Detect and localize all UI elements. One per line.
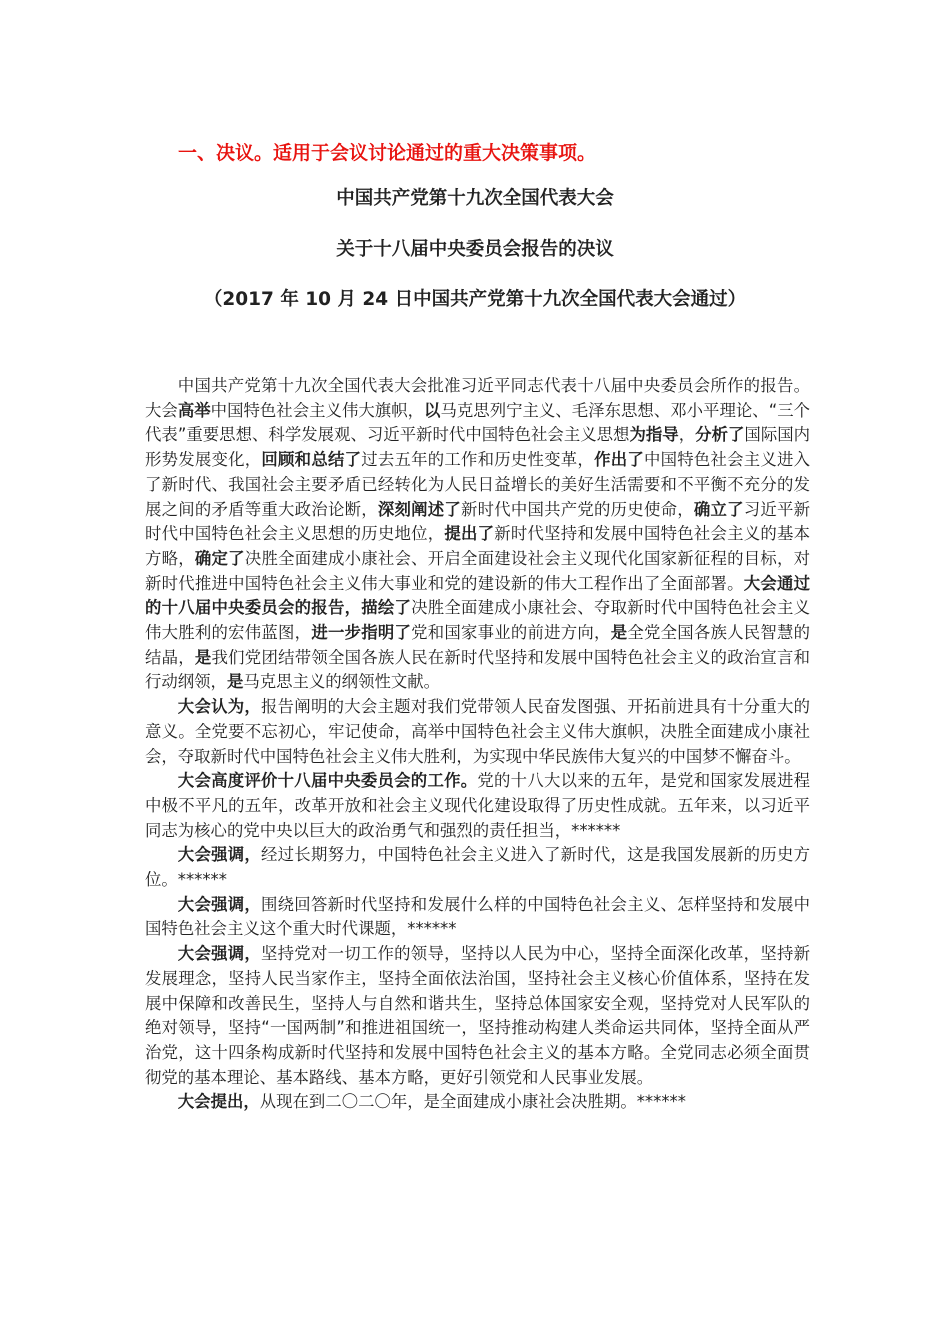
text-run: 全党全国各族人民智慧的结晶， (145, 623, 811, 667)
text-run: 围绕回答新时代坚持和发展什么样的中国特色社会主义、怎样坚持和发展中国特色社会主义这个重大时代课题，****** (145, 894, 810, 939)
bold-run: 进一步指明了 (311, 623, 412, 643)
bold-run: 为指导 (629, 425, 679, 445)
document-body (145, 374, 810, 1115)
paragraph (145, 1090, 810, 1115)
text-run: 过去五年的工作和历史性变革， (361, 450, 595, 470)
text-run: 习近平新时代中国特色社会主义思想的历史地位， (145, 499, 811, 544)
bold-run: 以 (424, 400, 441, 420)
paragraph (145, 893, 810, 942)
bold-run: 确定了 (194, 548, 245, 568)
bold-run: 是 (194, 647, 212, 667)
document-title-line-2: 关于十八届中央委员会报告的决议 (336, 239, 614, 260)
text-run: 国际国内形势发展变化， (145, 425, 811, 470)
text-run: 中国特色社会主义进入了新时代、我国社会主要矛盾已经转化为人民日益增长的美好生活需要和不平衡不充分的发展之间的矛盾等重大政治论断， (145, 450, 811, 519)
text-run: 新时代中国共产党的历史使命， (461, 499, 694, 519)
bold-run: 大会强调， (177, 894, 262, 914)
text-run: 决胜全面建成小康社会、开启全面建设社会主义现代化国家新征程的目标，对新时代推进中国特色社会主义伟大事业和党的建设新的伟大工程作出了全面部署。 (145, 548, 811, 593)
text-run: 马克思列宁主义、毛泽东思想、邓小平理论、“三个代表”重要思想、科学发展观、习近平新时代中国特色社会主义思想 (145, 400, 811, 445)
bold-run: 高举 (177, 400, 211, 420)
bold-run: 回顾和总结了 (261, 450, 362, 470)
text-run: 坚持党对一切工作的领导，坚持以人民为中心，坚持全面深化改革，坚持新发展理念，坚持人民当家作主，坚持全面依法治国，坚持社会主义核心价值体系，坚持在发展中保障和改善民生，坚持人与自然和谐共生，坚持总体国家安全观，坚持党对人民军队的绝对领导，坚持“一国两制”和推进祖国统一，坚持推动构建人类命运共同体，坚持全面从严治党，这十四条构成新时代坚持和发展中国特色社会主义的基本方略。全党同志必须全面贯彻党的基本理论、基本路线、基本方略，更好引领党和人民事业发展。 (145, 944, 810, 1087)
text-run: 党的十八大以来的五年，是党和国家发展进程中极不平凡的五年，改革开放和社会主义现代化建设取得了历史性成就。五年来，以习近平同志为核心的党中央以巨大的政治勇气和强烈的责任担当，****** (145, 771, 811, 840)
text-run: 决胜全面建成小康社会、夺取新时代中国特色社会主义伟大胜利的宏伟蓝图， (145, 598, 811, 643)
text-run: 新时代坚持和发展中国特色社会主义的基本方略， (145, 524, 811, 568)
document-date-line: （2017 年 10 月 24 日中国共产党第十九次全国代表大会通过） (203, 289, 747, 310)
text-run: ， (678, 425, 696, 445)
section-heading: 一、决议。适用于会议讨论通过的重大决策事项。 (178, 142, 597, 164)
text-run: 我们党团结带领全国各族人民在新时代坚持和发展中国特色社会主义的政治宣言和行动纲领， (145, 647, 811, 692)
bold-run: 深刻阐述了 (377, 499, 461, 519)
text-run: 中国特色社会主义伟大旗帜， (210, 400, 425, 420)
bold-run: 分析了 (695, 425, 745, 445)
document-title-line-1: 中国共产党第十九次全国代表大会 (336, 188, 614, 209)
paragraph (145, 695, 810, 769)
paragraph (145, 942, 810, 1090)
text-run: 马克思主义的纲领性文献。 (243, 672, 441, 692)
paragraph (145, 769, 810, 843)
bold-run: 大会强调， (177, 845, 262, 865)
text-run: 报告阐明的大会主题对我们党带领人民奋发图强、开拓前进具有十分重大的意义。全党要不忘初心，牢记使命，高举中国特色社会主义伟大旗帜，决胜全面建成小康社会，夺取新时代中国特色社会主义伟大胜利，为实现中华民族伟大复兴的中国梦不懈奋斗。 (145, 697, 810, 766)
bold-run: 大会强调， (177, 944, 262, 964)
text-run: 从现在到二〇二〇年，是全面建成小康社会决胜期。****** (259, 1092, 686, 1112)
bold-run: 大会通过的十八届中央委员会的报告，描绘了 (145, 573, 811, 618)
bold-run: 大会提出， (177, 1092, 260, 1112)
bold-run: 大会认为， (177, 697, 262, 717)
bold-run: 作出了 (594, 450, 644, 470)
paragraph (145, 843, 810, 892)
bold-run: 确立了 (693, 499, 744, 519)
paragraph (145, 374, 810, 695)
bold-run: 大会高度评价十八届中央委员会的工作。 (177, 771, 478, 791)
bold-run: 是 (226, 672, 244, 692)
text-run: 党和国家事业的前进方向， (411, 623, 611, 643)
text-run: 中国共产党第十九次全国代表大会批准习近平同志代表十八届中央委员会所作的报告。大会 (145, 376, 810, 420)
bold-run: 提出了 (444, 524, 495, 544)
text-run: 经过长期努力，中国特色社会主义进入了新时代，这是我国发展新的历史方位。****** (145, 845, 810, 890)
bold-run: 是 (610, 623, 628, 643)
